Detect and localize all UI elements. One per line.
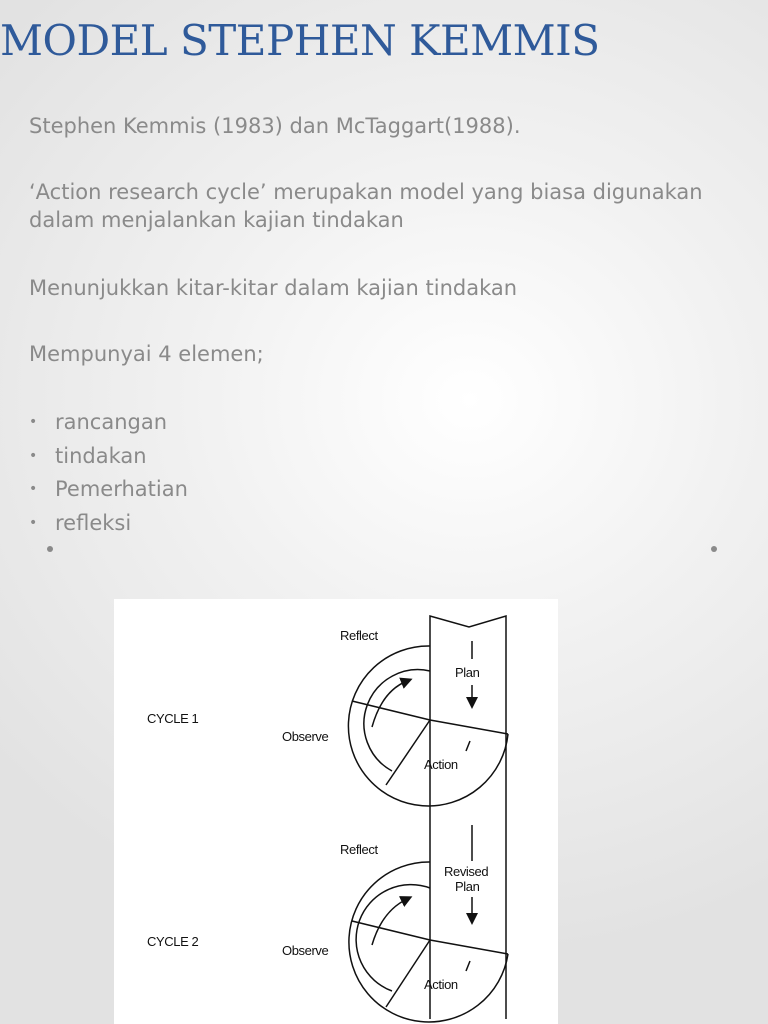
cycle-1-action-label: Action	[424, 757, 458, 772]
cycle-2-observe-label: Observe	[282, 943, 329, 958]
cycle-1-spiral	[348, 641, 508, 806]
list-item: • tindakan	[29, 440, 188, 474]
definition-paragraph: ‘Action research cycle’ merupakan model yang biasa digunakan dalam menjalankan kajian tindakan	[29, 180, 703, 232]
elements-list	[29, 406, 188, 540]
list-item: • refleksi	[29, 507, 188, 541]
elements-paragraph: Mempunyai 4 elemen;	[29, 342, 264, 366]
list-item: • rancangan	[29, 406, 188, 440]
cycle-2-reflect-label: Reflect	[340, 842, 378, 857]
cycle-2-revised-label: Revised	[444, 864, 489, 879]
cycle-1-label: CYCLE 1	[147, 711, 199, 726]
cycle-2-plan-label: Plan	[455, 879, 480, 894]
cycles-paragraph: Menunjukkan kitar-kitar dalam kajian tindakan	[29, 276, 518, 300]
cycle-1-reflect-label: Reflect	[340, 628, 378, 643]
slide-title: MODEL STEPHEN KEMMIS	[0, 16, 600, 65]
empty-bullet-dot	[47, 546, 53, 552]
intro-paragraph: Stephen Kemmis (1983) dan McTaggart(1988).	[29, 114, 521, 138]
cycle-1-observe-label: Observe	[282, 729, 329, 744]
cycle-2-action-label: Action	[424, 977, 458, 992]
action-research-cycle-diagram	[114, 599, 558, 1024]
list-item: • Pemerhatian	[29, 473, 188, 507]
empty-bullet-dot	[711, 546, 717, 552]
cycle-2-label: CYCLE 2	[147, 934, 199, 949]
cycle-1-plan-label: Plan	[455, 665, 480, 680]
